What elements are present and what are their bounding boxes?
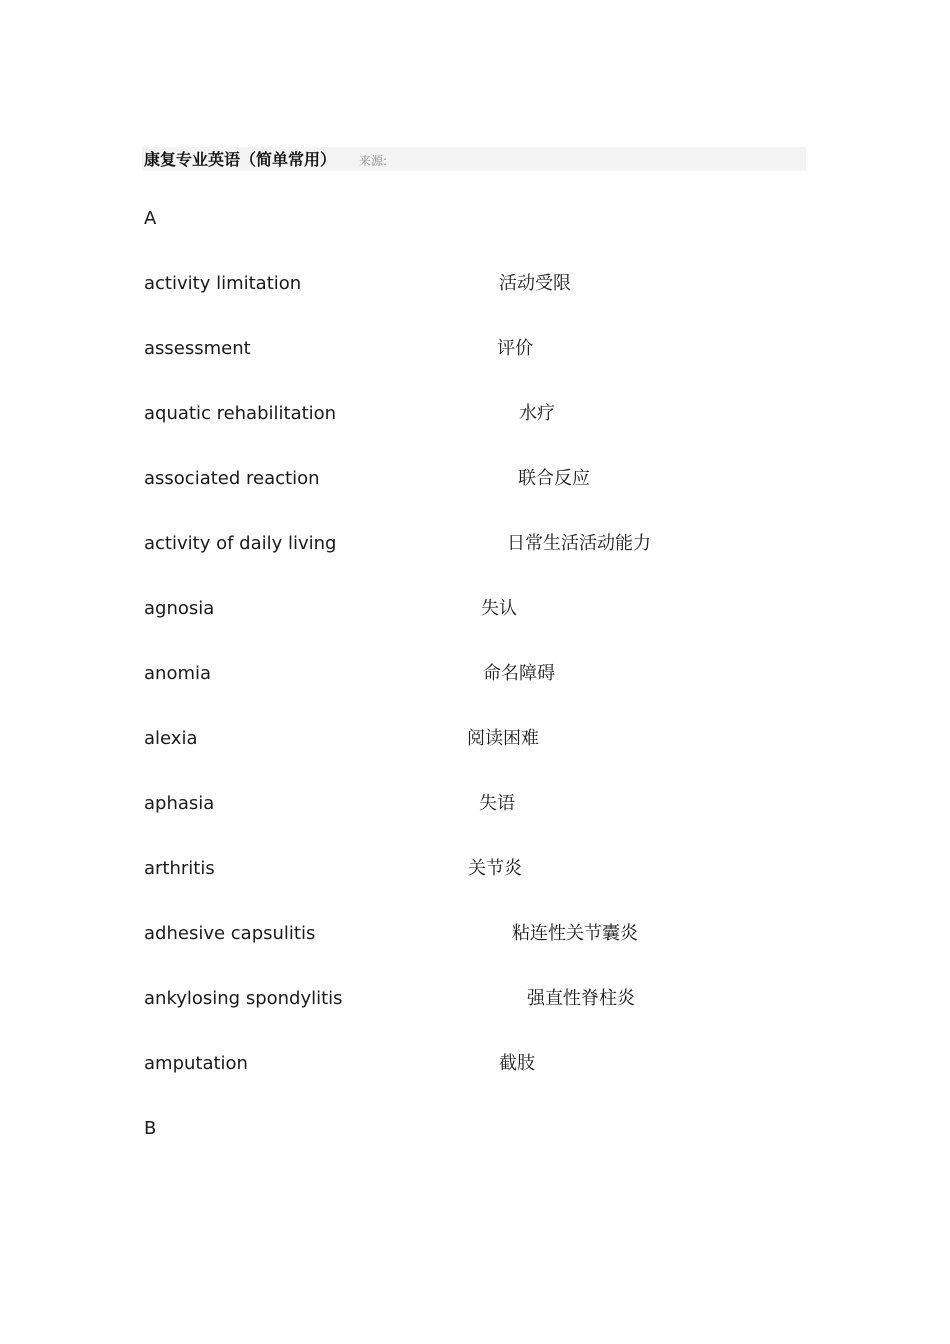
term-english: adhesive capsulitis: [144, 923, 316, 944]
section-letter-a: A: [144, 208, 157, 229]
term-english: aphasia: [144, 793, 215, 814]
term-chinese: 命名障碍: [483, 663, 555, 684]
term-chinese: 失认: [481, 598, 517, 619]
term-english: activity limitation: [144, 273, 302, 294]
term-chinese: 水疗: [519, 403, 555, 424]
document-title: 康复专业英语（简单常用）: [144, 150, 337, 169]
term-english: arthritis: [144, 858, 215, 879]
term-english: amputation: [144, 1053, 248, 1074]
term-chinese: 评价: [497, 338, 533, 359]
term-english: activity of daily living: [144, 533, 337, 554]
term-chinese: 截肢: [499, 1053, 535, 1074]
term-english: alexia: [144, 728, 198, 749]
term-chinese: 联合反应: [518, 468, 590, 489]
term-chinese: 关节炎: [468, 858, 522, 879]
term-english: ankylosing spondylitis: [144, 988, 343, 1009]
term-chinese: 失语: [479, 793, 515, 814]
term-english: anomia: [144, 663, 212, 684]
term-english: agnosia: [144, 598, 215, 619]
term-english: aquatic rehabilitation: [144, 403, 337, 424]
term-chinese: 强直性脊柱炎: [527, 988, 635, 1009]
term-chinese: 阅读困难: [467, 728, 539, 749]
source-label: 来源:: [359, 154, 388, 168]
term-chinese: 粘连性关节囊炎: [512, 923, 638, 944]
term-chinese: 活动受限: [499, 273, 571, 294]
section-letter-b: B: [144, 1118, 157, 1139]
term-chinese: 日常生活活动能力: [507, 533, 651, 554]
term-english: associated reaction: [144, 468, 320, 489]
term-english: assessment: [144, 338, 251, 359]
